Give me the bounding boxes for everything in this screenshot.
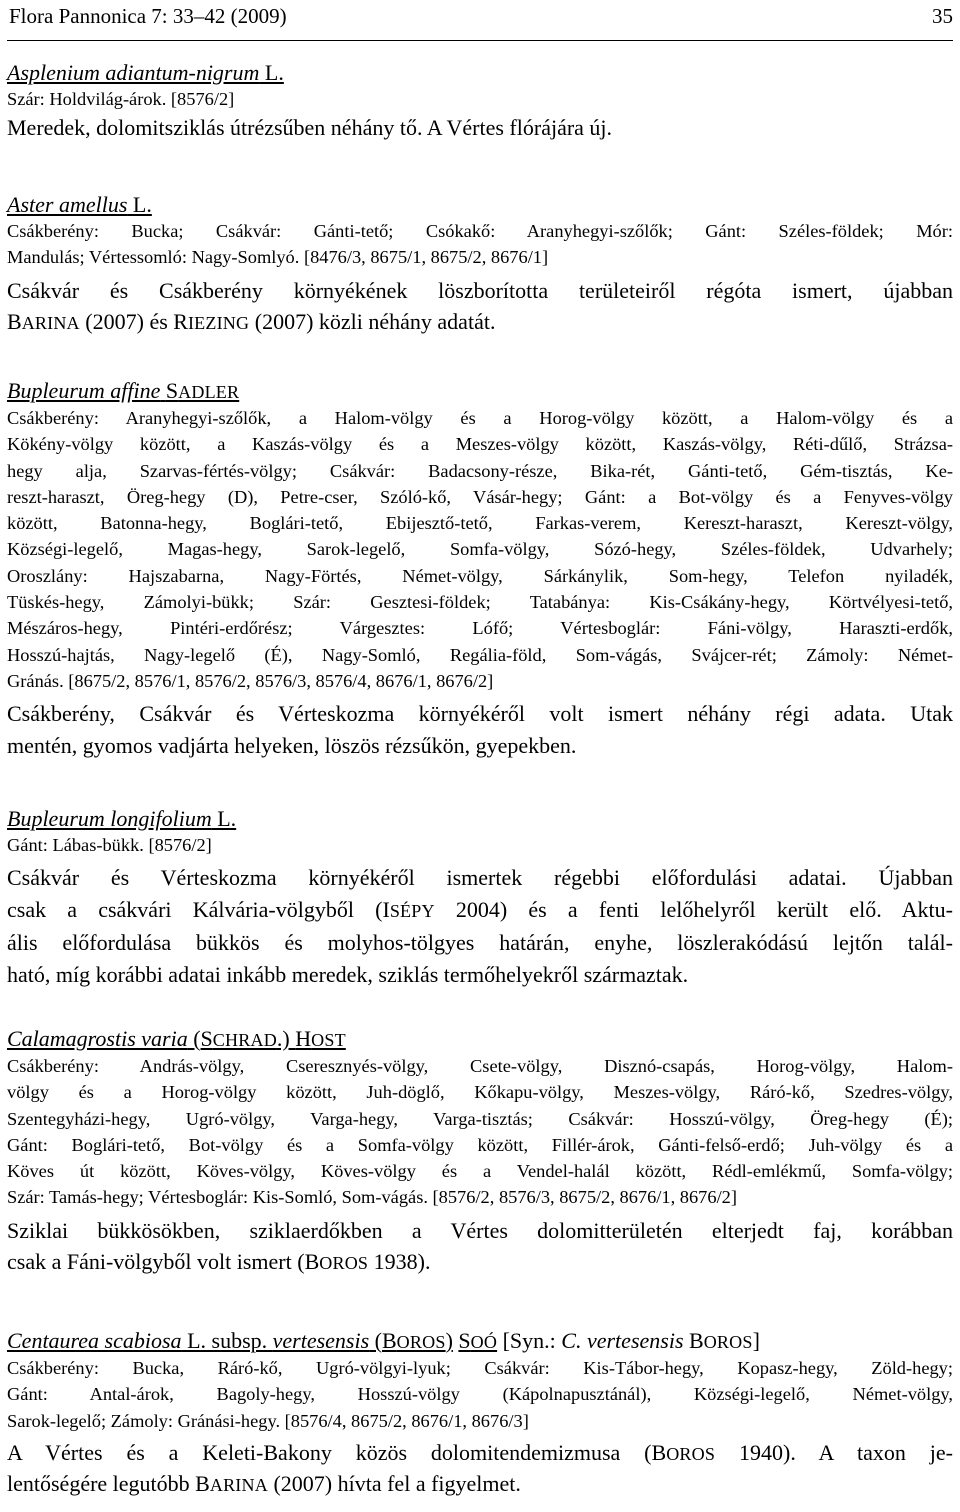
comment-text <box>7 1438 953 1500</box>
species-entry <box>7 806 953 990</box>
species-name: Bupleurum affine <box>7 378 161 403</box>
locality-line: Csákberény: Bucka; Csákvár: Gánti-tető; Csókakő: Aranyhegyi-szőlők; Gánt: Széles-földek; Mór: <box>7 221 953 241</box>
locality-line: Szár: Holdvilág-árok. [8576/2] <box>7 89 235 109</box>
comment-fragment: (2007) közli néhány adatát. <box>249 309 496 335</box>
author-initial: B <box>304 1249 320 1275</box>
locality-line: Tüskés-hegy, Zámolyi-bükk; Szár: Gesztesi-földek; Tatabánya: Kis-Csákány-hegy, Körtvélyesi-tető, <box>7 592 953 613</box>
comment-line: ális előfordulása bükkös és molyhos-tölgyes határán, enyhe, löszlerakódású lejtőn talál- <box>7 930 953 956</box>
comment-fragment: lentőségére legutóbb <box>7 1470 196 1496</box>
locality-list <box>7 1355 953 1434</box>
locality-list <box>7 1053 953 1211</box>
comment-fragment: csak a csákvári Kálvária-völgyből ( <box>7 896 383 922</box>
locality-line: hegy alja, Szarvas-fértés-völgy; Csákvár: Badacsony-része, Bika-rét, Gánti-tető, Gém-tisztás, Ke- <box>7 460 953 481</box>
comment-fragment: 1940). A taxon je- <box>715 1439 953 1465</box>
locality-list <box>7 405 953 694</box>
author-smallcaps: CHRAD <box>212 1030 277 1050</box>
comment-text <box>7 698 953 761</box>
title-fragment: ( <box>187 1026 201 1051</box>
author-smallcaps: ARINA <box>21 313 80 334</box>
comment-line: Meredek, dolomitsziklás útrézsűben néhány tő. A Vértes flórájára új. <box>7 115 613 141</box>
species-name: Bupleurum longifolium <box>7 806 212 831</box>
locality-line: Csákberény: András-völgy, Cseresznyés-völgy, Csete-völgy, Disznó-csapás, Horog-völgy, Halom- <box>7 1056 953 1076</box>
comment-line <box>7 1469 953 1500</box>
comment-fragment: (2007) hívta fel a figyelmet. <box>267 1470 521 1496</box>
locality-line: reszt-haraszt, Öreg-hegy (D), Petre-cser, Szóló-kő, Vásár-hegy; Gánt: a Bot-völgy és a Fenyves-völgy <box>7 486 953 507</box>
species-title <box>7 192 953 218</box>
author-smallcaps: ADLER <box>178 382 240 402</box>
locality-line: között, Batonna-hegy, Boglári-tető, Ebijesztő-tető, Farkas-verem, Kereszt-haraszt, Kereszt-völgy, <box>7 513 953 534</box>
locality-line: Mandulás; Vértessomló: Nagy-Somlyó. [8476/3, 8675/1, 8675/2, 8676/1] <box>7 247 549 268</box>
title-fragment: ) <box>445 1328 453 1353</box>
species-title <box>7 1026 953 1053</box>
comment-line: ható, míg korábbi adatai inkább meredek, sziklás termőhelyekről származtak. <box>7 961 689 987</box>
species-title-author <box>458 1328 497 1353</box>
locality-line: Szentegyházi-hegy, Ugró-völgy, Varga-hegy, Varga-tisztás; Csákvár: Hosszú-völgy, Öreg-hegy (É); <box>7 1108 953 1129</box>
author-initial: R <box>173 309 188 335</box>
title-fragment: L. subsp. <box>181 1328 273 1353</box>
species-entry <box>7 1026 953 1280</box>
locality-line: Hosszú-hajtás, Nagy-legelő (É), Nagy-Somló, Regália-föld, Som-vágás, Svájcer-rét; Zámoly: Német- <box>7 644 953 665</box>
comment-line: mentén, gyomos vadjárta helyeken, löszös rézsűkön, gyepekben. <box>7 732 577 758</box>
journal-citation: Flora Pannonica 7: 33–42 (2009) <box>9 4 287 28</box>
author-initial: B <box>7 309 22 335</box>
author-smallcaps: OÓ <box>470 1332 498 1352</box>
comment-line <box>7 306 953 340</box>
species-title <box>7 806 953 832</box>
locality-list <box>7 218 953 271</box>
author-initial: B <box>195 1470 210 1496</box>
comment-fragment: 2004) és a fenti lelőhelyről került elő. Aktu- <box>434 896 953 922</box>
comment-text <box>7 275 953 340</box>
locality-line: Sarok-legelő; Zámoly: Gránási-hegy. [8576/4, 8675/2, 8676/1, 8676/3] <box>7 1410 529 1431</box>
locality-line: Csákberény: Bucka, Ráró-kő, Ugró-völgyi-lyuk; Csákvár: Kis-Tábor-hegy, Kopasz-hegy, Zöld-hegy; <box>7 1358 953 1378</box>
page-number: 35 <box>932 4 953 28</box>
author-initial: B <box>651 1439 667 1465</box>
running-header <box>7 0 953 41</box>
author-smallcaps: IEZING <box>187 313 250 334</box>
species-entry <box>7 60 953 144</box>
locality-list <box>7 832 953 858</box>
author-smallcaps: OST <box>311 1030 346 1050</box>
author-smallcaps: OROS <box>396 1332 446 1352</box>
locality-line: völgy és a Horog-völgy között, Juh-döglő, Kőkapu-völgy, Meszes-völgy, Ráró-kő, Szedres-völgy, <box>7 1082 953 1103</box>
comment-line <box>7 1246 953 1280</box>
comment-line: Csákvár és Csákberény környékének löszborította területeiről régóta ismert, újabban <box>7 277 953 303</box>
author-initial: I <box>382 896 390 922</box>
species-name: Calamagrostis varia <box>7 1026 188 1051</box>
comment-fragment: (2007) és <box>79 309 174 335</box>
author-smallcaps: SÉPY <box>389 900 435 921</box>
synonym-fragment: [Syn.: <box>497 1328 562 1353</box>
comment-line <box>7 894 953 928</box>
species-author: L. <box>127 192 152 217</box>
comment-line: Csákberény, Csákvár és Vérteskozma környékéről volt ismert néhány régi adata. Utak <box>7 701 953 727</box>
locality-line: Csákberény: Aranyhegyi-szőlők, a Halom-völgy és a Horog-völgy között, a Halom-völgy és a <box>7 408 953 428</box>
author-initial: B <box>381 1328 397 1353</box>
title-fragment: ( <box>369 1328 382 1353</box>
comment-text <box>7 1215 953 1280</box>
author-initial: B <box>689 1328 704 1353</box>
comment-fragment: A Vértes és a Keleti-Bakony közös dolomitendemizmusa ( <box>7 1439 652 1465</box>
locality-line: Gánt: Lábas-bükk. [8576/2] <box>7 835 212 855</box>
author-smallcaps: OROS <box>703 1332 753 1352</box>
species-title <box>7 1328 953 1355</box>
locality-line: Mészáros-hegy, Pintéri-erdőrész; Várgesztes: Lófő; Vértesboglár: Fáni-völgy, Haraszti-erdők, <box>7 618 953 639</box>
comment-fragment: 1938). <box>368 1249 431 1275</box>
species-entry <box>7 192 953 340</box>
comment-fragment: csak a Fáni-völgyből volt ismert ( <box>7 1249 305 1275</box>
author-initial: H <box>295 1026 312 1051</box>
species-name: Centaurea scabiosa <box>7 1328 182 1353</box>
locality-line: Köves út között, Köves-völgy, Köves-völgy és a Vendel-halál között, Rédl-emlékmű, Somfa-völgy; <box>7 1161 953 1182</box>
locality-line: Oroszlány: Hajszabarna, Nagy-Förtés, Német-völgy, Sárkánylik, Som-hegy, Telefon nyiladék, <box>7 565 953 586</box>
locality-line: Szár: Tamás-hegy; Vértesboglár: Kis-Somló, Som-vágás. [8576/2, 8576/3, 8675/2, 8676/1, 8676/2] <box>7 1187 738 1208</box>
locality-line: Gánt: Antal-árok, Bagoly-hegy, Hosszú-völgy (Kápolnapusztánál), Községi-legelő, Német-völgy, <box>7 1384 953 1405</box>
comment-line: Sziklai bükkösökben, sziklaerdőkben a Vértes dolomitterületén elterjedt faj, korábban <box>7 1217 953 1243</box>
page <box>7 0 953 1496</box>
author-initial: S <box>458 1328 471 1353</box>
author-initial: S <box>200 1026 213 1051</box>
author-smallcaps: OROS <box>319 1253 369 1274</box>
synonym-fragment: ] <box>752 1328 760 1353</box>
species-author: L. <box>259 60 284 85</box>
locality-line: Gánt: Boglári-tető, Bot-völgy és a Somfa-völgy között, Fillér-árok, Gánti-felső-erdő; Juh-völgy és a <box>7 1134 953 1155</box>
species-title-main <box>7 1328 453 1353</box>
locality-list <box>7 86 953 112</box>
author-smallcaps: OROS <box>666 1443 716 1464</box>
subspecies-name: vertesensis <box>272 1328 370 1353</box>
author-smallcaps: ARINA <box>209 1474 268 1495</box>
locality-line: Községi-legelő, Magas-hegy, Sarok-legelő, Somfa-völgy, Sózó-hegy, Széles-földek, Udvarhely; <box>7 539 953 560</box>
comment-line: Csákvár és Vérteskozma környékéről ismertek régebbi előfordulási adatai. Újabban <box>7 865 953 891</box>
locality-line: Kökény-völgy között, a Kaszás-völgy és a Meszes-völgy között, Kaszás-völgy, Réti-dűlő, Strázsa- <box>7 434 953 455</box>
species-name: Asplenium adiantum-nigrum <box>7 60 260 85</box>
comment-line <box>7 1438 953 1469</box>
species-title <box>7 60 953 86</box>
synonym-name: C. vertesensis <box>561 1328 684 1353</box>
locality-line: Gránás. [8675/2, 8576/1, 8576/2, 8576/3, 8576/4, 8676/1, 8676/2] <box>7 670 494 691</box>
species-entry <box>7 378 953 761</box>
species-entry <box>7 1328 953 1500</box>
species-author: L. <box>211 806 237 831</box>
species-title <box>7 378 953 405</box>
comment-text <box>7 862 953 990</box>
comment-text <box>7 112 953 144</box>
species-name: Aster amellus <box>7 192 128 217</box>
title-fragment: .) <box>276 1026 296 1051</box>
author-initial: S <box>165 378 179 403</box>
